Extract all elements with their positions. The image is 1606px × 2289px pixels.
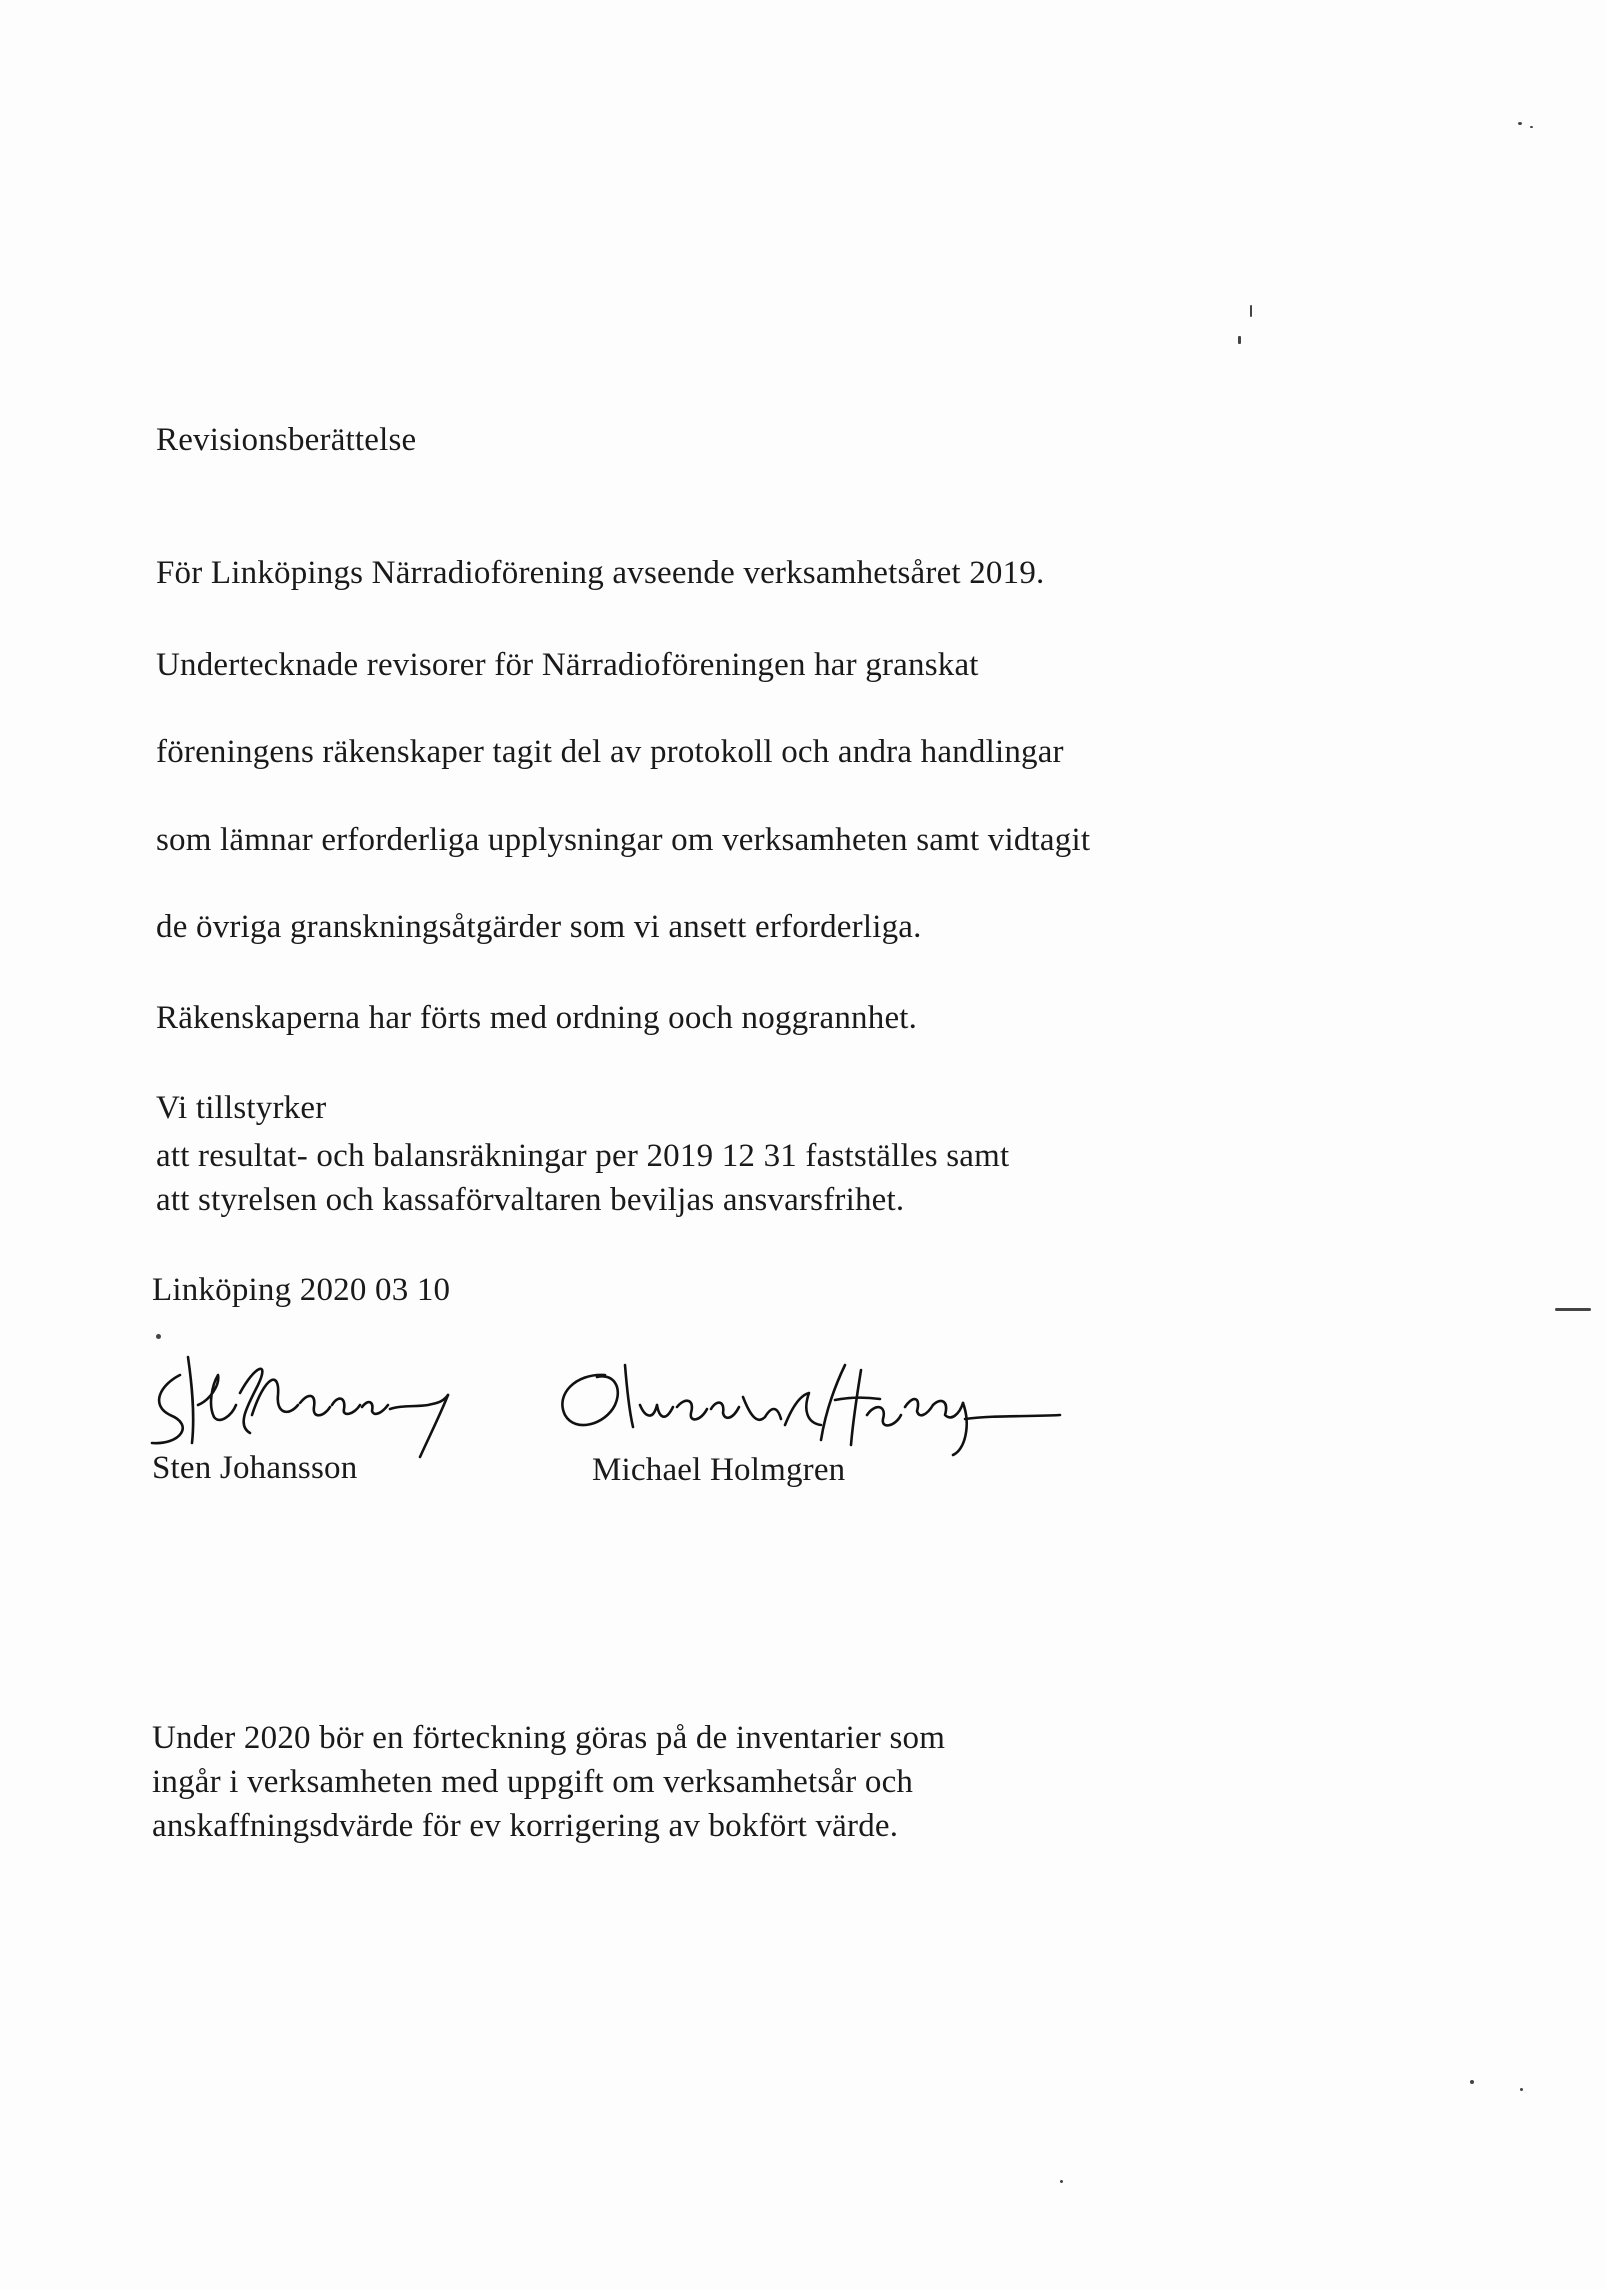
intro-line: För Linköpings Närradioförening avseende verksamhetsåret 2019. [156,555,1045,591]
place-date: Linköping 2020 03 10 [152,1272,451,1308]
recommendation-heading: Vi tillstyrker [156,1090,327,1126]
body-line: Undertecknade revisorer för Närradioföreningen har granskat [156,647,979,683]
body-line: föreningens räkenskaper tagit del av protokoll och andra handlingar [156,734,1064,770]
recommendation-line: att styrelsen och kassaförvaltaren beviljas ansvarsfrihet. [156,1182,905,1218]
body-line: de övriga granskningsåtgärder som vi ansett erforderliga. [156,909,922,945]
scan-speck [1060,2180,1063,2183]
statement-line: Räkenskaperna har förts med ordning ooch noggrannhet. [156,1000,918,1036]
recommendation-line: att resultat- och balansräkningar per 2019 12 31 fastställes samt [156,1138,1010,1174]
signature-michael-holmgren-drawing [545,1345,1065,1465]
note-line: Under 2020 bör en förteckning göras på de inventarier som [152,1720,946,1756]
scan-speck [1518,122,1522,125]
scan-speck [1520,2088,1523,2091]
scan-speck [1470,2080,1474,2084]
signature-michael-holmgren [545,1345,1065,1465]
scan-speck [156,1334,161,1339]
document-title: Revisionsberättelse [156,422,417,458]
scan-speck [1250,305,1252,317]
scan-speck [1555,1308,1591,1311]
note-line: anskaffningsdvärde för ev korrigering av bokfört värde. [152,1808,899,1844]
signatory-name-sten-johansson: Sten Johansson [152,1450,358,1486]
scan-speck [1238,336,1241,344]
note-line: ingår i verksamheten med uppgift om verksamhetsår och [152,1764,914,1800]
scan-speck [1530,126,1533,128]
signatory-name-michael-holmgren: Michael Holmgren [592,1452,846,1488]
body-line: som lämnar erforderliga upplysningar om verksamheten samt vidtagit [156,822,1091,858]
